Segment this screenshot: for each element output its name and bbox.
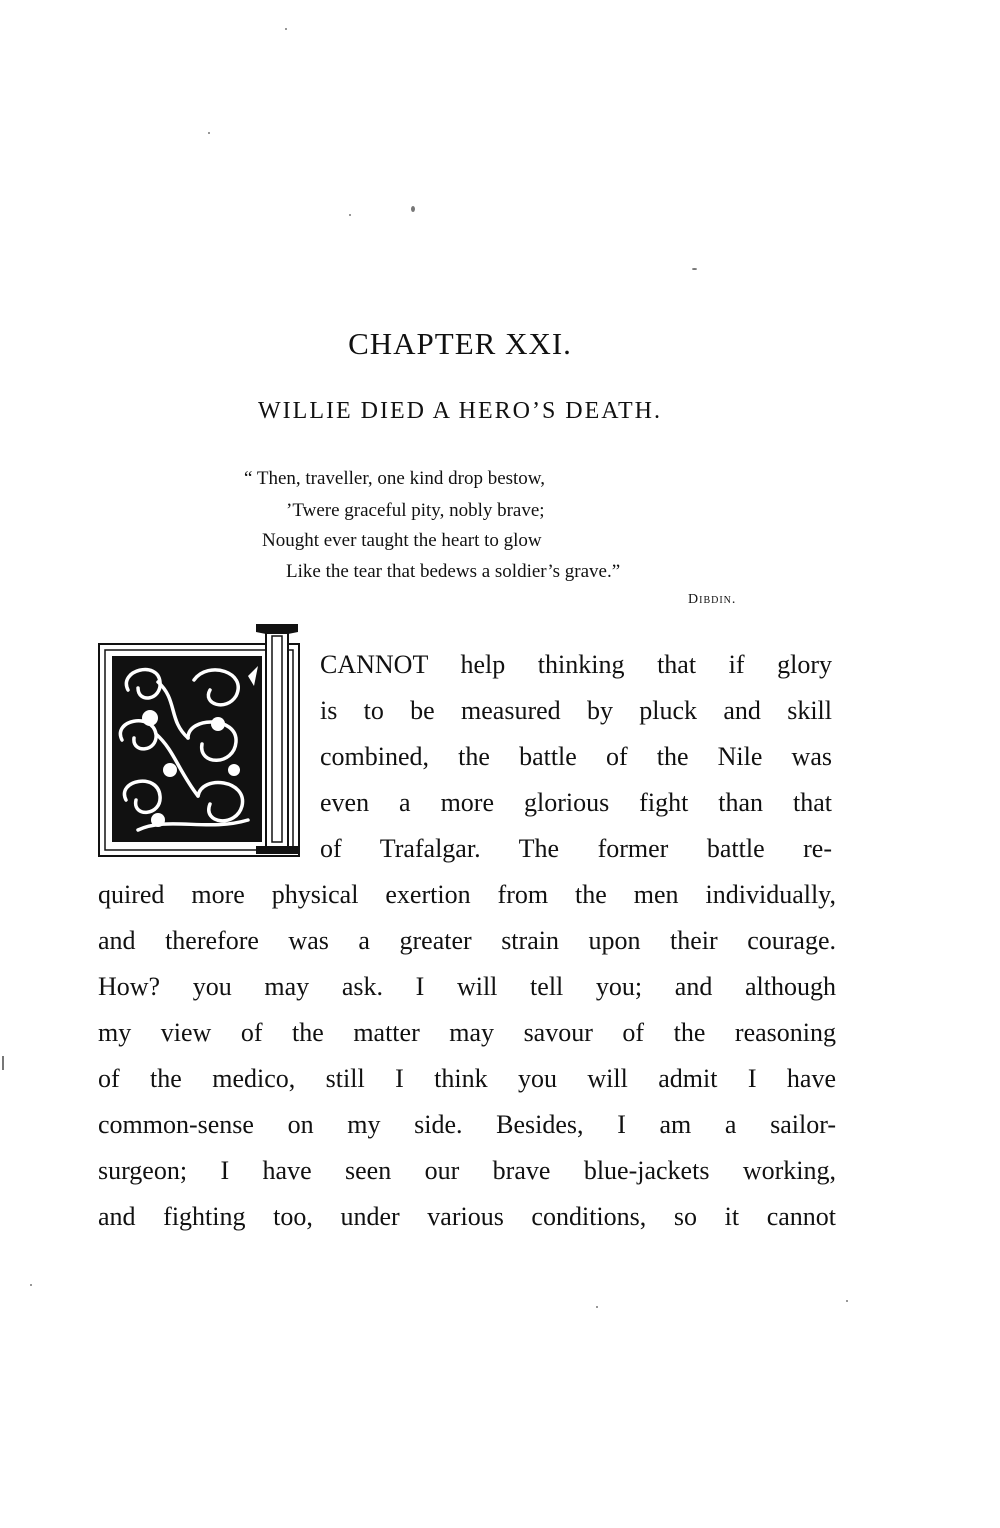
body-line: and fighting too, under various conditions, so it cannot: [98, 1202, 836, 1231]
body-line: even a more glorious fight than that: [320, 788, 832, 817]
decorative-initial-i: [98, 620, 304, 860]
epigraph-line: Like the tear that bedews a soldier’s grave.”: [286, 561, 621, 582]
body-line: of Trafalgar. The former battle re-: [320, 834, 832, 863]
body-line: quired more physical exertion from the men individually,: [98, 880, 836, 909]
chapter-title: CHAPTER XXI.: [348, 326, 572, 361]
chapter-subtitle: WILLIE DIED A HERO’S DEATH.: [258, 398, 662, 424]
scan-speck: [846, 1300, 848, 1302]
scan-speck: [411, 206, 415, 212]
body-line: surgeon; I have seen our brave blue-jackets working,: [98, 1156, 836, 1185]
body-line: of the medico, still I think you will admit I have: [98, 1064, 836, 1093]
scan-speck: [692, 268, 697, 270]
epigraph-attribution: Dibdin.: [688, 592, 737, 607]
body-line: combined, the battle of the Nile was: [320, 742, 832, 771]
scan-speck: [2, 1056, 4, 1070]
body-line: is to be measured by pluck and skill: [320, 696, 832, 725]
body-line: my view of the matter may savour of the reasoning: [98, 1018, 836, 1047]
epigraph-line: ’Twere graceful pity, nobly brave;: [286, 500, 545, 521]
body-line: CANNOT help thinking that if glory: [320, 650, 832, 679]
body-line: and therefore was a greater strain upon their courage.: [98, 926, 836, 955]
body-line: common-sense on my side. Besides, I am a sailor-: [98, 1110, 836, 1139]
scan-speck: [30, 1284, 32, 1286]
body-line: How? you may ask. I will tell you; and although: [98, 972, 836, 1001]
scan-speck: [349, 214, 351, 216]
scan-speck: [285, 28, 287, 30]
scan-speck: [596, 1306, 598, 1308]
epigraph-line: “ Then, traveller, one kind drop bestow,: [244, 468, 546, 489]
scan-speck: [208, 132, 210, 134]
epigraph-line: Nought ever taught the heart to glow: [262, 530, 542, 551]
